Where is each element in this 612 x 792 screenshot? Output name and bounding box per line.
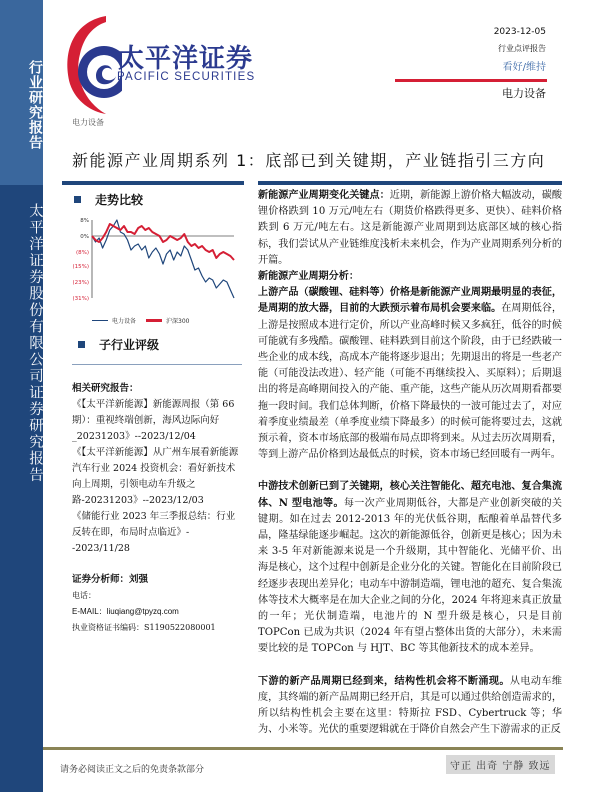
industry-label: 电力设备 (502, 87, 546, 100)
y-tick-label: (15%) (72, 264, 89, 270)
section-divider (72, 364, 242, 365)
logo-text-en: PACIFIC SECURITIES (117, 71, 256, 83)
chart-legend (92, 316, 189, 325)
legend-swatch-power (92, 320, 108, 322)
legend-swatch-hs300 (146, 319, 162, 322)
page-title: 新能源产业周期系列 1：底部已到关键期，产业链指引三方向 (72, 151, 546, 170)
bullet-icon (74, 196, 81, 203)
paragraph (258, 285, 562, 463)
y-tick-label: 8% (80, 218, 89, 224)
legend-label-power: 电力设备 (112, 318, 137, 325)
y-tick-label: (31%) (72, 296, 89, 302)
report-type: 行业点评报告 (498, 44, 546, 53)
related-reports (72, 381, 244, 557)
paragraph (258, 674, 562, 739)
sidebar-report-label: 行业研究报告 (27, 60, 43, 150)
report-date: 2023-12-05 (493, 27, 546, 37)
rating: 看好/维持 (502, 62, 546, 73)
subrating-heading (78, 336, 159, 353)
y-tick-label: (8%) (75, 250, 89, 256)
sidebar-company-label: 太平洋证券股份有限公司证券研究报告 (27, 203, 43, 484)
para-lead: 新能源产业周期变化关键点： (258, 190, 390, 201)
para-text: 每一次产业周期低谷，大都是产业创新突破的关键期。如在过去 2012-2013 年的光伏低谷期，酝酿着单晶替代多晶，隆基绿能逐步崛起。这次的新能源低谷，创新更是核心；因为未来 3-5 年对新能源来说是一个升级期，其中智能化、光储平价、出海是核心，这个过程中创新是企业分化的关键。智能化在目前阶段已经逐步表现出差异化；电动车中游制造端，锂电池的超充、复合集流体等技术大概率是在加大企业之间的分化，2024 年将迎来真正放量的一年；光伏制造端，电池片的 N 型升级是核心，只是目前 TOPCon 已成为共识（2024 年有望占整体出货的大部分），未来需要比较的是 TOPCon 与 HJT、BC 等其他新技术的成本差异。 (258, 497, 563, 655)
related-report-link[interactable]: 《【太平洋新能源】从广州车展看新能源汽车行业 2024 投资机会：看好新技术向上周期，引领电动车升级之路-20231203》--2023/12/03 (72, 447, 239, 506)
left-column-bar (62, 181, 244, 185)
subrating-heading-text: 子行业评级 (99, 338, 160, 352)
bullet-icon (78, 341, 85, 348)
related-report-link[interactable]: 《【太平洋新能源】新能源周报（第 66 期）：重视终端创新，海风边际向好_20231203》--2023/12/04 (72, 399, 235, 442)
analyst-phone: 电话： (72, 591, 96, 600)
paragraph (258, 188, 562, 269)
main-body (258, 188, 562, 739)
legend-label-hs300: 沪深300 (166, 318, 190, 325)
breadcrumb: 电力设备 (72, 118, 104, 127)
disclaimer: 请务必阅读正文之后的免责条款部分 (60, 765, 205, 775)
footer-divider (43, 747, 563, 750)
paragraph (258, 479, 562, 657)
para-lead: 下游的新产品周期已经到来，结构性机会将不断涌现。 (258, 675, 510, 687)
y-tick-label: (23%) (72, 280, 89, 286)
logo-icon (62, 14, 122, 114)
para-lead: 中游技术创新已到了关键期，核心关注智能化、超充电池、复合集流体、N 型电池等。 (258, 481, 562, 509)
para-text: 近期，新能源上游价格大幅波动，碳酸锂价格跌到 10 万元/吨左右（期货价格跌得更多、更快）、硅料价格跌到 6 万元/吨左右。这是新能源产业周期到达底部区域的核心指标，我们尝试从产业链维度浅析未来机会，作为产业周期系列分析的开篇。 (258, 190, 563, 266)
para-text: 从电动车维度，其终端的新产品周期已经开启，其是可以通过供给创造需求的，所以结构性机会主要在这里：特斯拉 FSD、Cybertruck 等；华为、小米等。光伏的重要逻辑就在于降价自然会产生下游需求的正反 (258, 675, 563, 736)
logo-text-cn: 太平洋证券 (118, 44, 254, 74)
trend-chart (62, 212, 242, 312)
related-report-link[interactable]: 《储能行业 2023 年三季报总结：行业反转在即，布局时点临近》--2023/11/28 (72, 511, 236, 554)
analyst-cert: 执业资格证书编码：S1190522080001 (72, 623, 216, 632)
motto: 守正 出奇 宁静 致远 (446, 755, 555, 774)
series-line-hs300 (92, 224, 234, 260)
series-line-power-equipment (92, 220, 234, 298)
analyst-info (72, 572, 244, 636)
para-lead: 上游产品（碳酸锂、硅料等）价格是新能源产业周期最明显的表征，是周期的放大器，目前的大跌预示着布局机会要来临。 (258, 287, 562, 315)
related-heading: 相关研究报告： (72, 383, 139, 394)
y-tick-label: 0% (80, 234, 89, 240)
analyst-email[interactable]: E-MAIL：liuqiang@tpyzq.com (72, 607, 179, 616)
right-column-bar (258, 181, 562, 185)
paragraph (258, 269, 562, 285)
header-divider (395, 79, 547, 82)
analyst-name: 证券分析师：刘强 (72, 574, 149, 585)
trend-heading (74, 191, 143, 208)
trend-heading-text: 走势比较 (95, 193, 144, 207)
section-subheading: 新能源产业周期分析： (258, 271, 359, 283)
para-text: 在周期低谷，上游是按照成本进行定价，所以产业高峰时候又多疯狂，低谷的时候可能就有多残酷。碳酸锂、硅料跌到目前这个阶段，由于已经跌破一些企业的成本线，高成本产能将逐步退出；先期退出的将是一些老产能（可能没法改进）、轻产能（可能不再继续投入、买原料）；后期退出的将是高峰期间投入的产能、重产能，这些产能从历次周期看都要拖一段时间。我们总体判断，价格下降最快的一波可能过去了，对应着季度业绩最差（单季度业绩下降最多）的时候可能将要过去，这就预示着，资本市场底部的极端布局点即将到来。从过去历次周期看，等到上游产品价格到达最低点的时候，资本市场已经回暖有一两年。 (258, 303, 563, 461)
